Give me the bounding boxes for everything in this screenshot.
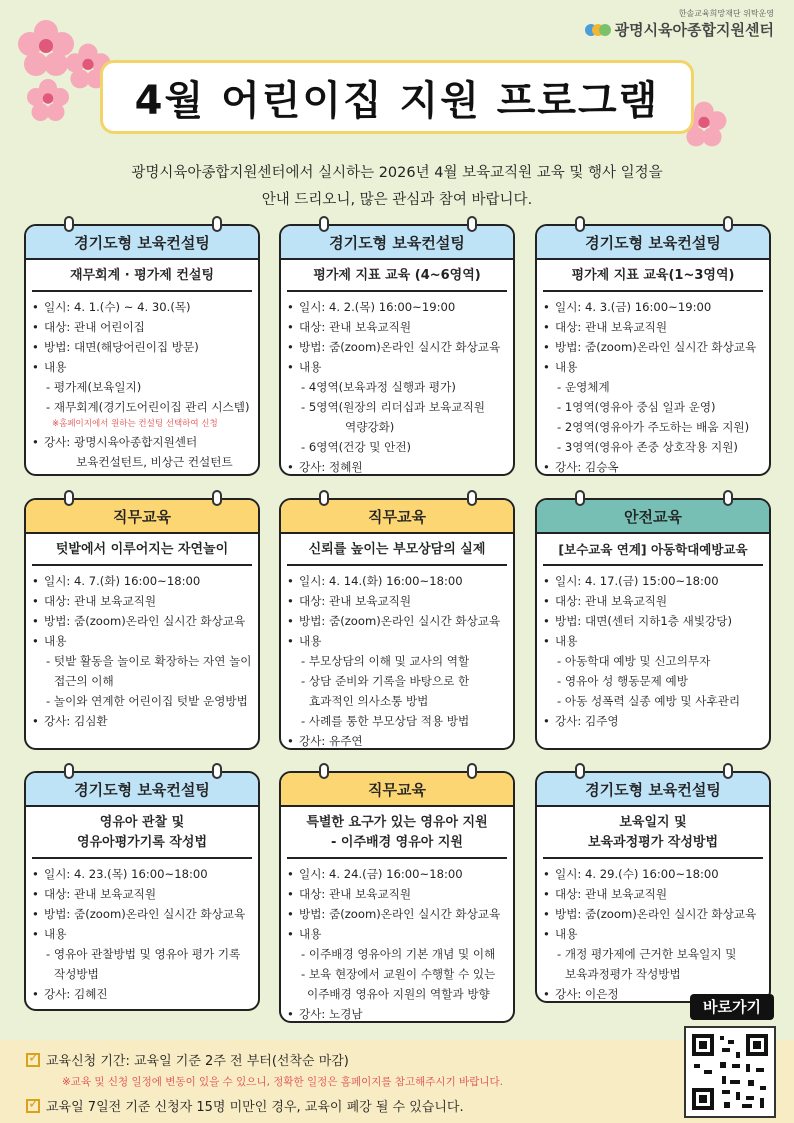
- card-line: • 대상: 관내 보육교직원: [287, 591, 507, 611]
- card-line: - 텃밭 활동을 놀이로 확장하는 자연 놀이: [46, 654, 252, 668]
- footer: [0, 1040, 794, 1123]
- card-line: • 방법: 줌(zoom)온라인 실시간 화상교육: [543, 337, 763, 357]
- program-card: [279, 224, 515, 476]
- card-details: [281, 859, 513, 1023]
- card-line: - 부모상담의 이해 및 교사의 역할: [301, 654, 470, 668]
- intro-text: [0, 160, 794, 214]
- card-category: 직무교육: [281, 500, 513, 534]
- card-details: [26, 566, 258, 731]
- card-line: - 6영역(건강 및 안전): [301, 440, 412, 454]
- card-line: - 개정 평가제에 근거한 보육일지 및: [557, 947, 737, 961]
- card-line: • 일시: 4. 24.(금) 16:00~18:00: [287, 864, 507, 884]
- program-card: [535, 224, 771, 476]
- binder-ring-icon: [212, 216, 222, 232]
- binder-ring-icon: [467, 216, 477, 232]
- footer-note: ※교육 및 신청 일정에 변동이 있을 수 있으니, 정확한 일정은 홈페이지를 참고해주시기 바랍니다.: [62, 1076, 503, 1088]
- card-line: - 아동학대 예방 및 신고의무자: [557, 654, 711, 668]
- card-title: [32, 807, 252, 859]
- org-subtitle: 한솔교육희망재단 위탁운영: [678, 9, 774, 18]
- card-line: • 대상: 관내 보육교직원: [543, 591, 763, 611]
- card-line: • 일시: 4. 17.(금) 15:00~18:00: [543, 571, 763, 591]
- card-line: • 내용: [543, 631, 763, 651]
- card-line: 보육컨설턴트, 비상근 컨설턴트: [76, 455, 233, 469]
- program-card: [279, 498, 515, 750]
- binder-ring-icon: [319, 763, 329, 779]
- card-line: • 강사: 유주연: [287, 731, 507, 750]
- footer-line-1: [26, 1050, 349, 1069]
- qr-code-icon[interactable]: [684, 1026, 776, 1118]
- card-line: • 대상: 관내 보육교직원: [543, 884, 763, 904]
- card-category: 안전교육: [537, 500, 769, 534]
- card-title: 평가제 지표 교육 (4~6영역): [287, 260, 507, 292]
- card-line: - 평가제(보육일지): [46, 380, 142, 394]
- org-name-row: [585, 19, 774, 40]
- card-line: • 방법: 줌(zoom)온라인 실시간 화상교육: [287, 337, 507, 357]
- intro-line-2: 안내 드리오니, 많은 관심과 참여 바랍니다.: [261, 192, 533, 208]
- program-card: [279, 771, 515, 1023]
- card-line: • 방법: 줌(zoom)온라인 실시간 화상교육: [543, 904, 763, 924]
- binder-ring-icon: [64, 490, 74, 506]
- card-category: 직무교육: [26, 500, 258, 534]
- title-box: [100, 60, 694, 134]
- card-title: [보수교육 연계] 아동학대예방교육: [543, 534, 763, 566]
- card-title-line-1: 영유아 관찰 및: [99, 815, 185, 830]
- checkbox-icon: [26, 1053, 40, 1067]
- card-line: - 놀이와 연계한 어린이집 텃밭 운영방법: [46, 694, 248, 708]
- card-category: 경기도형 보육컨설팅: [26, 226, 258, 260]
- program-card: [24, 498, 260, 750]
- flower-decoration-icon: [27, 79, 69, 121]
- card-line: • 내용: [543, 924, 763, 944]
- binder-ring-icon: [575, 216, 585, 232]
- card-title: [543, 807, 763, 859]
- program-card: [535, 771, 771, 1003]
- binder-ring-icon: [723, 763, 733, 779]
- binder-ring-icon: [723, 216, 733, 232]
- card-line: • 내용: [287, 924, 507, 944]
- card-title: 신뢰를 높이는 부모상담의 실제: [287, 534, 507, 566]
- footer-line-1-text: 교육신청 기간: 교육일 기준 2주 전 부터(선착순 마감): [46, 1054, 349, 1069]
- shortcut-button[interactable]: 바로가기: [690, 994, 774, 1020]
- program-card: [24, 771, 260, 1011]
- footer-line-2-text: 교육일 7일전 기준 신청자 15명 미만인 경우, 교육이 폐강 될 수 있습니다.: [46, 1100, 464, 1115]
- card-line: - 사례를 통한 부모상담 적용 방법: [301, 714, 470, 728]
- org-header: [585, 8, 774, 40]
- card-line: - 5영역(원장의 리더십과 보육교직원: [301, 400, 485, 414]
- card-line: • 일시: 4. 7.(화) 16:00~18:00: [32, 571, 252, 591]
- card-title-line-1: 보육일지 및: [619, 815, 687, 830]
- org-name: 광명시육아종합지원센터: [614, 21, 774, 39]
- binder-ring-icon: [64, 763, 74, 779]
- binder-ring-icon: [467, 763, 477, 779]
- card-title: 평가제 지표 교육(1~3영역): [543, 260, 763, 292]
- binder-ring-icon: [467, 490, 477, 506]
- binder-ring-icon: [723, 490, 733, 506]
- card-title-line-2: 영유아평가기록 작성법: [76, 835, 208, 850]
- org-logo-icon: [585, 22, 611, 38]
- card-line: - 영유아 관찰방법 및 영유아 평가 기록: [46, 947, 241, 961]
- binder-ring-icon: [212, 763, 222, 779]
- card-line: • 방법: 줌(zoom)온라인 실시간 화상교육: [32, 904, 252, 924]
- card-line: 효과적인 의사소통 방법: [309, 694, 429, 708]
- card-line: • 일시: 4. 14.(화) 16:00~18:00: [287, 571, 507, 591]
- card-line: • 내용: [32, 357, 252, 377]
- binder-ring-icon: [575, 490, 585, 506]
- card-line: - 보육 현장에서 교원이 수행할 수 있는: [301, 967, 496, 981]
- card-line: • 일시: 4. 2.(목) 16:00~19:00: [287, 297, 507, 317]
- card-line: • 일시: 4. 29.(수) 16:00~18:00: [543, 864, 763, 884]
- card-line: • 방법: 줌(zoom)온라인 실시간 화상교육: [32, 611, 252, 631]
- card-category: 직무교육: [281, 773, 513, 807]
- card-line: • 일시: 4. 23.(목) 16:00~18:00: [32, 864, 252, 884]
- card-details: [26, 292, 258, 472]
- card-line: 작성방법: [54, 967, 99, 981]
- qr-section[interactable]: [684, 994, 776, 1118]
- card-line: 보육과정평가 작성방법: [565, 967, 681, 981]
- card-line: • 대상: 관내 보육교직원: [287, 884, 507, 904]
- card-line: • 대상: 관내 보육교직원: [543, 317, 763, 337]
- card-line: • 내용: [287, 357, 507, 377]
- card-line: • 방법: 대면(해당어린이집 방문): [32, 337, 252, 357]
- card-details: [537, 292, 769, 476]
- card-line: 접근의 이해: [54, 674, 114, 688]
- card-line: • 내용: [543, 357, 763, 377]
- card-title: [287, 807, 507, 859]
- card-line: • 내용: [32, 924, 252, 944]
- card-title: 텃밭에서 이루어지는 자연놀이: [32, 534, 252, 566]
- card-details: [537, 566, 769, 731]
- card-title-line-2: 보육과정평가 작성방법: [587, 835, 719, 850]
- card-line: • 강사: 김혜진: [32, 984, 252, 1004]
- card-details: [537, 859, 769, 1003]
- card-line: • 강사: 광명시육아종합지원센터: [32, 432, 252, 452]
- card-line: - 재무회계(경기도어린이집 관리 시스템): [46, 400, 250, 414]
- card-line: • 강사: 이은정: [543, 984, 763, 1003]
- binder-ring-icon: [319, 490, 329, 506]
- footer-line-2: [26, 1096, 464, 1115]
- card-line: • 일시: 4. 1.(수) ~ 4. 30.(목): [32, 297, 252, 317]
- program-card: [24, 224, 260, 476]
- card-line: • 강사: 노경남: [287, 1004, 507, 1023]
- card-line: - 3영역(영유아 존중 상호작용 지원): [557, 440, 738, 454]
- card-details: [26, 859, 258, 1004]
- card-details: [281, 292, 513, 476]
- card-note: ※홈페이지에서 원하는 컨설팅 선택하여 신청: [52, 419, 218, 429]
- card-line: • 방법: 줌(zoom)온라인 실시간 화상교육: [287, 611, 507, 631]
- card-line: • 방법: 대면(센터 지하1층 새빛강당): [543, 611, 763, 631]
- program-card: [535, 498, 771, 750]
- card-line: - 4영역(보육과정 실행과 평가): [301, 380, 456, 394]
- card-category: 경기도형 보육컨설팅: [537, 226, 769, 260]
- card-line: • 강사: 김심환: [32, 711, 252, 731]
- card-details: [281, 566, 513, 750]
- card-category: 경기도형 보육컨설팅: [281, 226, 513, 260]
- card-line: • 대상: 관내 보육교직원: [287, 317, 507, 337]
- card-line: • 대상: 관내 보육교직원: [32, 884, 252, 904]
- binder-ring-icon: [319, 216, 329, 232]
- card-line: - 운영체계: [557, 380, 610, 394]
- card-line: 역량강화): [345, 420, 395, 434]
- card-line: • 강사: 김주영: [543, 711, 763, 731]
- card-category: 경기도형 보육컨설팅: [26, 773, 258, 807]
- card-line: • 대상: 관내 어린이집: [32, 317, 252, 337]
- card-title-line-1: 특별한 요구가 있는 영유아 지원: [306, 815, 488, 830]
- card-title: 재무회계 · 평가제 컨설팅: [32, 260, 252, 292]
- card-line: • 일시: 4. 3.(금) 16:00~19:00: [543, 297, 763, 317]
- card-line: - 아동 성폭력 실종 예방 및 사후관리: [557, 694, 741, 708]
- card-line: - 이주배경 영유아의 기본 개념 및 이해: [301, 947, 496, 961]
- card-line: - 상담 준비와 기록을 바탕으로 한: [301, 674, 470, 688]
- card-line: • 내용: [32, 631, 252, 651]
- card-line: • 내용: [287, 631, 507, 651]
- card-line: • 강사: 정혜원: [287, 457, 507, 476]
- page-title: 4월 어린이집 지원 프로그램: [134, 77, 660, 124]
- binder-ring-icon: [64, 216, 74, 232]
- card-line: - 영유아 성 행동문제 예방: [557, 674, 688, 688]
- card-category: 경기도형 보육컨설팅: [537, 773, 769, 807]
- card-line: • 강사: 김승옥: [543, 457, 763, 476]
- card-line: 이주배경 영유아 지원의 역할과 방향: [307, 987, 490, 1001]
- card-line: - 2영역(영유아가 주도하는 배움 지원): [557, 420, 750, 434]
- intro-line-1: 광명시육아종합지원센터에서 실시하는 2026년 4월 보육교직원 교육 및 행사 일정을: [131, 165, 663, 181]
- card-line: - 1영역(영유아 중심 일과 운영): [557, 400, 716, 414]
- card-line: • 대상: 관내 보육교직원: [32, 591, 252, 611]
- binder-ring-icon: [575, 763, 585, 779]
- card-title-line-2: - 이주배경 영유아 지원: [331, 835, 463, 850]
- binder-ring-icon: [212, 490, 222, 506]
- card-line: • 방법: 줌(zoom)온라인 실시간 화상교육: [287, 904, 507, 924]
- checkbox-icon: [26, 1099, 40, 1113]
